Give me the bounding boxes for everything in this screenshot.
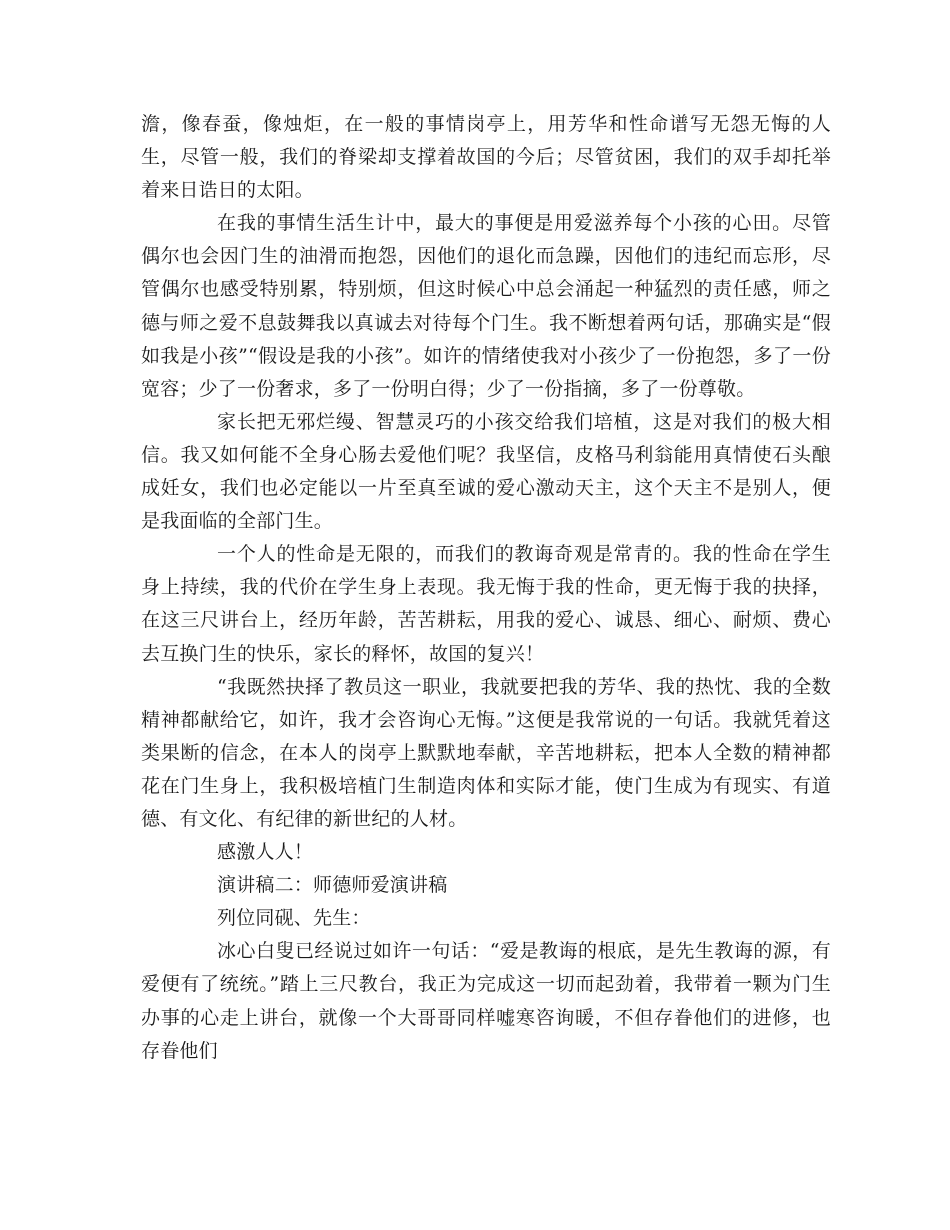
section-heading: 演讲稿二：师德师爱演讲稿 (217, 874, 448, 897)
paragraph: 家长把无邪烂缦、智慧灵巧的小孩交给我们培植，这是对我们的极大相信。我又如何能不全身心肠去爱他们呢？我坚信，皮格马利翁能用真情使石头酿成妊女，我们也必定能以一片至真至诚的爱心激动天主，这个天主不是别人，便是我面临的全部门生。 (141, 410, 831, 533)
paragraph: 澹，像春蚕，像烛炬，在一般的事情岗亭上，用芳华和性命谱写无怨无悔的人生，尽管一般，我们的脊梁却支撑着故国的今后；尽管贫困，我们的双手却托举着来日诰日的太阳。 (141, 113, 831, 202)
salutation: 列位同砚、先生： (217, 907, 371, 930)
document-body (141, 108, 831, 1068)
paragraph: 在我的事情生活生计中，最大的事便是用爱滋养每个小孩的心田。尽管偶尔也会因门生的油滑而抱怨，因他们的退化而急躁，因他们的违纪而忘形，尽管偶尔也感受特别累，特别烦，但这时候心中总会涌起一种猛烈的责任感，师之德与师之爱不息鼓舞我以真诚去对待每个门生。我不断想着两句话，那确实是“假如我是小孩”“假设是我的小孩”。如许的情绪使我对小孩少了一份抱怨，多了一份宽容；少了一份奢求，多了一份明白得；少了一份指摘，多了一份尊敬。 (141, 212, 831, 400)
paragraph: “我既然抉择了教员这一职业，我就要把我的芳华、我的热忱、我的全数精神都献给它，如许，我才会咨询心无悔。”这便是我常说的一句话。我就凭着这类果断的信念，在本人的岗亭上默默地奉献，辛苦地耕耘，把本人全数的精神都花在门生身上，我积极培植门生制造肉体和实际才能，使门生成为有现实、有道德、有文化、有纪律的新世纪的人材。 (141, 675, 831, 830)
paragraph: 一个人的性命是无限的，而我们的教诲奇观是常青的。我的性命在学生身上持续，我的代价在学生身上表现。我无悔于我的性命，更无悔于我的抉择，在这三尺讲台上，经历年龄，苦苦耕耘，用我的爱心、诚恳、细心、耐烦、费心去互换门生的快乐，家长的释怀，故国的复兴！ (141, 543, 831, 665)
paragraph: 冰心白叟已经说过如许一句话：“爱是教诲的根底，是先生教诲的源，有爱便有了统统。”踏上三尺教台，我正为完成这一切而起劲着，我带着一颗为门生办事的心走上讲台，就像一个大哥哥同样嘘寒咨询暖，不但存眷他们的进修，也存眷他们 (141, 940, 831, 1062)
paragraph: 感激人人！ (217, 841, 314, 864)
